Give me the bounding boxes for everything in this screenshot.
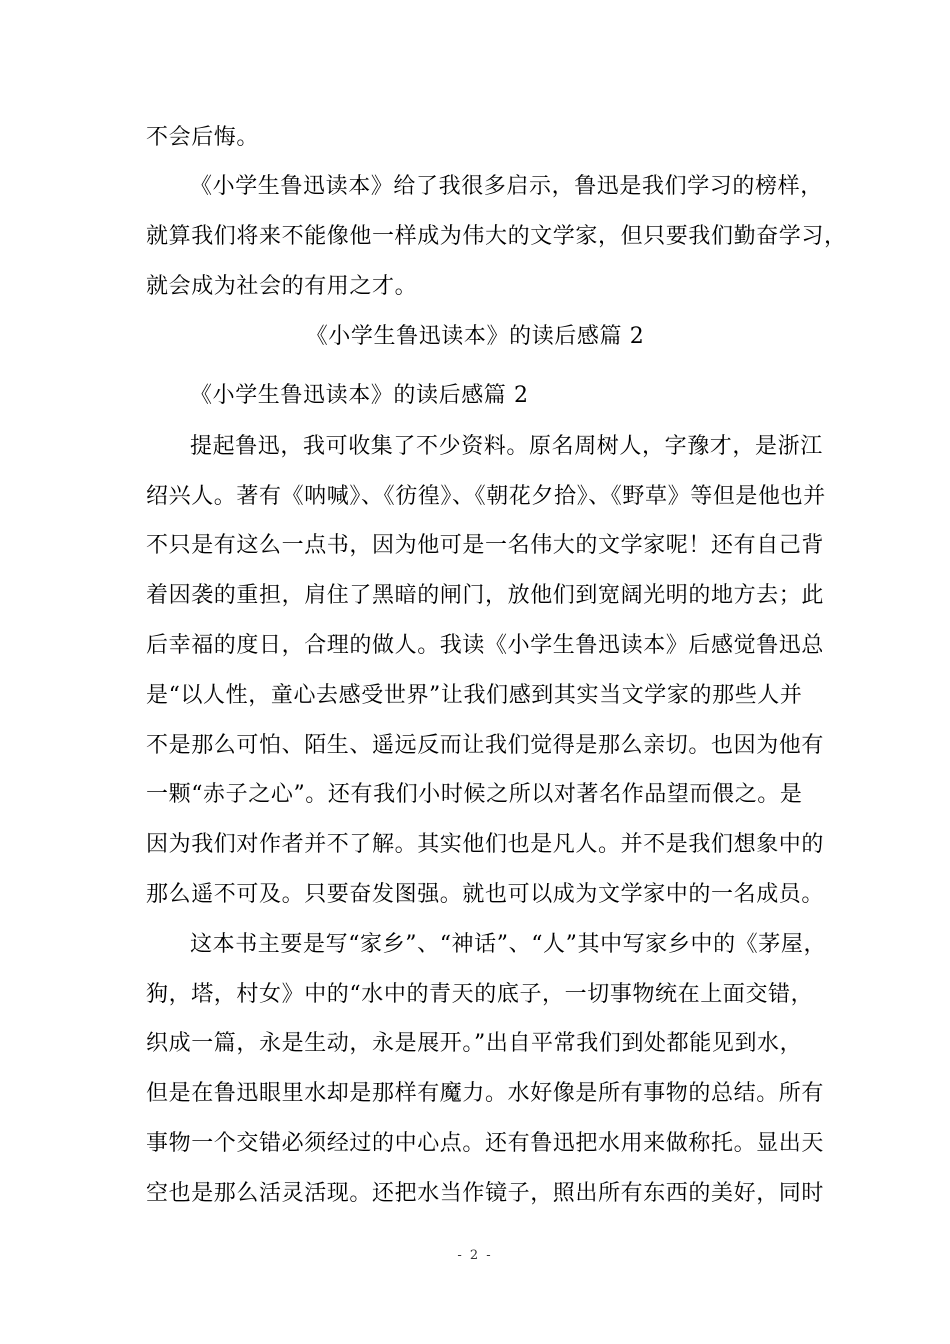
text-line: 后幸福的度日，合理的做人。我读《小学生鲁迅读本》后感觉鲁迅总 — [146, 633, 825, 658]
text-line: 一颗“赤子之心”。还有我们小时候之所以对著名作品望而偎之。是 — [146, 782, 803, 807]
text-line: 空也是那么活灵活现。还把水当作镜子，照出所有东西的美好，同时 — [146, 1181, 825, 1206]
text-line: 织成一篇，永是生动，永是展开。”出自平常我们到处都能见到水， — [146, 1031, 803, 1056]
text-line: 着因袭的重担，肩住了黑暗的闸门，放他们到宽阔光明的地方去；此 — [146, 583, 825, 608]
text-line: 但是在鲁迅眼里水却是那样有魔力。水好像是所有事物的总结。所有 — [146, 1081, 825, 1106]
section-subtitle: 《小学生鲁迅读本》的读后感篇 2 — [190, 383, 529, 408]
text-line: 《小学生鲁迅读本》给了我很多启示，鲁迅是我们学习的榜样， — [190, 174, 823, 199]
text-line: 不是那么可怕、陌生、遥远反而让我们觉得是那么亲切。也因为他有 — [146, 733, 825, 758]
text-line: 提起鲁迅，我可收集了不少资料。原名周树人，字豫才，是浙江 — [190, 434, 823, 459]
text-line: 那么遥不可及。只要奋发图强。就也可以成为文学家中的一名成员。 — [146, 882, 825, 907]
text-line: 这本书主要是写“家乡”、“神话”、“人”其中写家乡中的《茅屋， — [190, 932, 827, 957]
text-line: 不会后悔。 — [146, 125, 260, 150]
text-line: 是“以人性，童心去感受世界”让我们感到其实当文学家的那些人并 — [146, 683, 803, 708]
text-line: 绍兴人。著有《呐喊》、《彷徨》、《朝花夕拾》、《野草》等但是他也并 — [146, 484, 826, 509]
text-line: 就会成为社会的有用之才。 — [146, 274, 418, 299]
text-line: 不只是有这么一点书，因为他可是一名伟大的文学家呢！还有自己背 — [146, 533, 825, 558]
page-number: - 2 - — [457, 1248, 493, 1263]
text-line: 狗，塔，村女》中的“水中的青天的底子，一切事物统在上面交错， — [146, 982, 814, 1007]
text-line: 因为我们对作者并不了解。其实他们也是凡人。并不是我们想象中的 — [146, 832, 825, 857]
text-line: 事物一个交错必须经过的中心点。还有鲁迅把水用来做称托。显出天 — [146, 1131, 825, 1156]
section-title: 《小学生鲁迅读本》的读后感篇 2 — [305, 324, 645, 349]
text-line: 就算我们将来不能像他一样成为伟大的文学家，但只要我们勤奋学习， — [146, 224, 847, 249]
